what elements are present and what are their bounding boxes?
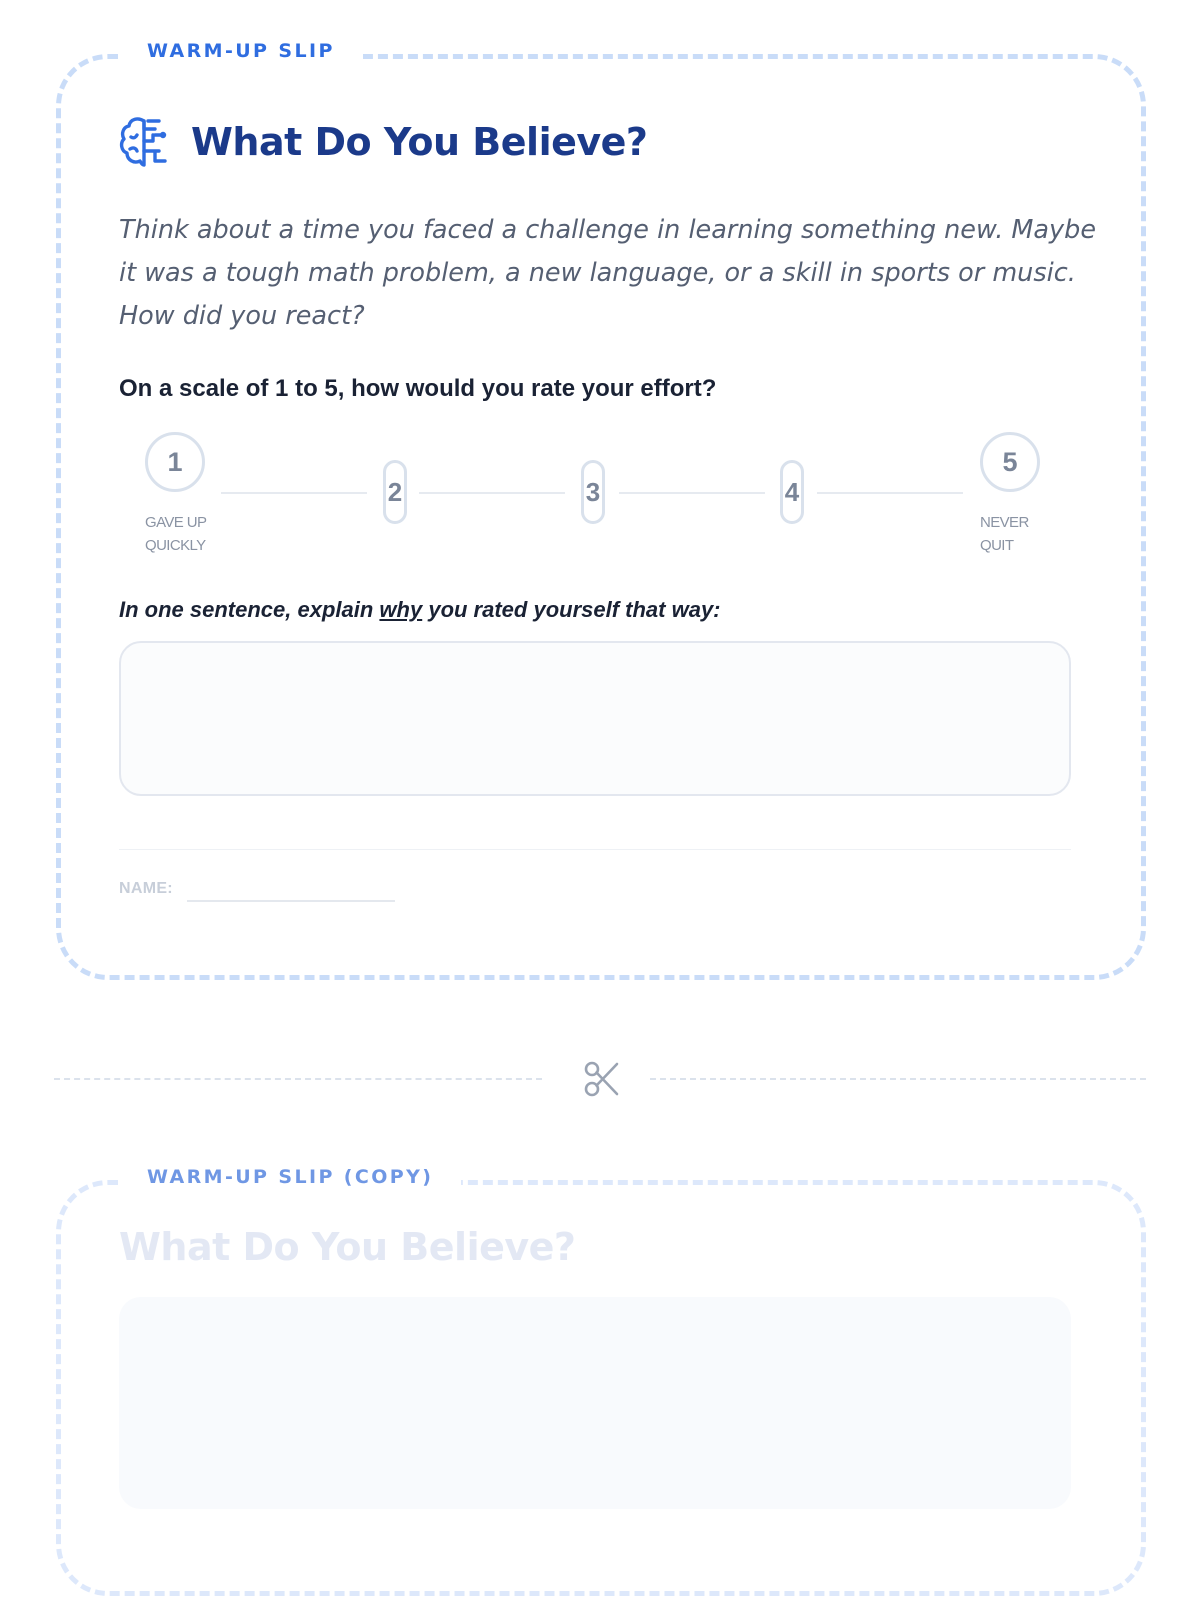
effort-scale: [61, 59, 1141, 975]
copy-answer-box: [119, 1297, 1071, 1509]
scale-option-5[interactable]: 5: [980, 432, 1040, 492]
slip-prompt: Think about a time you faced a challenge in learning something new. Maybe it was a tough math problem, a new language, or a skill in sports or music. How did you react?: [119, 215, 1097, 331]
explain-emphasis: why: [379, 597, 423, 622]
cut-line-left: [54, 1078, 542, 1080]
scale-connector: [419, 492, 565, 494]
divider: [119, 849, 1071, 850]
scale-option-1[interactable]: 1: [145, 432, 205, 492]
copy-tab-label: WARM-UP SLIP (COPY): [119, 1159, 461, 1195]
scale-option-3[interactable]: 3: [581, 460, 605, 524]
scale-low-caption: GAVE UP QUICKLY: [145, 514, 207, 554]
warm-up-slip: [56, 40, 1146, 980]
scale-connector: [619, 492, 765, 494]
cut-line-right: [650, 1078, 1146, 1080]
answer-textarea[interactable]: [119, 641, 1071, 796]
title-row: [119, 115, 647, 169]
scale-option-2[interactable]: 2: [383, 460, 407, 524]
scale-connector: [817, 492, 963, 494]
name-label: NAME:: [119, 880, 173, 897]
brain-icon: [119, 115, 171, 169]
rating-question: On a scale of 1 to 5, how would you rate your effort?: [119, 375, 717, 402]
slip-title: What Do You Believe?: [191, 120, 648, 164]
scale-connector: [221, 492, 367, 494]
slip-tab-label: WARM-UP SLIP: [119, 33, 363, 69]
warm-up-slip-copy: [56, 1166, 1146, 1596]
scissors-icon: [583, 1060, 621, 1098]
scale-option-4[interactable]: 4: [780, 460, 804, 524]
name-field[interactable]: [187, 900, 395, 902]
explain-prefix: In one sentence, explain: [119, 597, 380, 622]
explain-suffix: you rated yourself that way:: [422, 597, 721, 622]
copy-title: What Do You Believe?: [119, 1225, 576, 1269]
explain-instruction: [119, 597, 721, 623]
scale-high-caption: NEVER QUIT: [980, 514, 1029, 554]
